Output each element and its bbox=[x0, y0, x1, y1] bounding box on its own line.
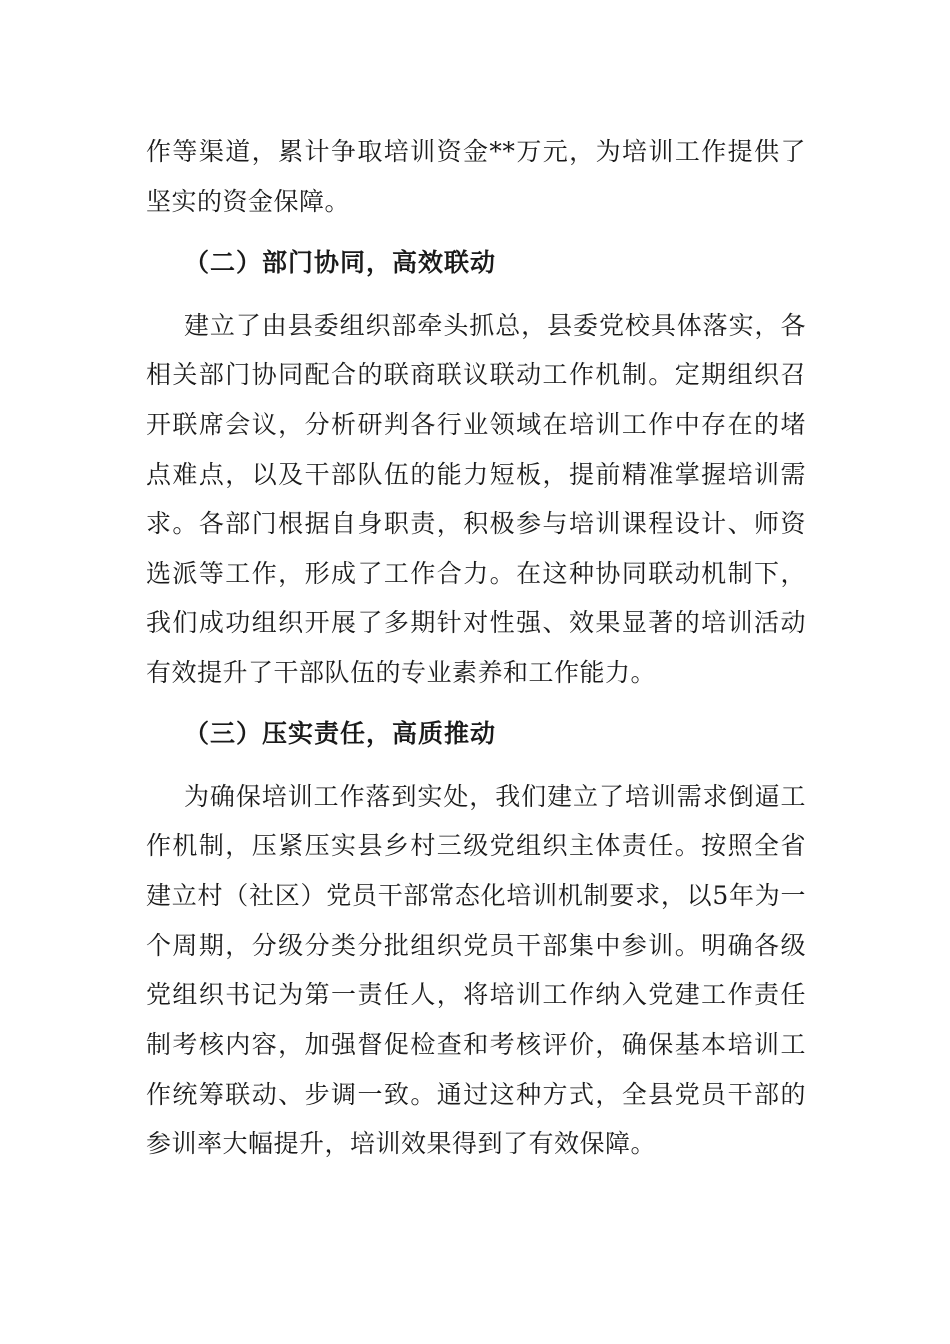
section-heading-responsibility: （三）压实责任，高质推动 bbox=[184, 719, 497, 748]
text-line: 有效提升了干部队伍的专业素养和工作能力。 bbox=[146, 658, 657, 687]
text-line: 建立村（社区）党员干部常态化培训机制要求，以5年为一 bbox=[146, 881, 806, 910]
text-line: 求。各部门根据自身职责，积极参与培训课程设计、师资 bbox=[146, 509, 806, 538]
text-line: 个周期，分级分类分批组织党员干部集中参训。明确各级 bbox=[146, 931, 806, 960]
section-heading-departments: （二）部门协同，高效联动 bbox=[184, 248, 497, 277]
text-line: 作统筹联动、步调一致。通过这种方式，全县党员干部的 bbox=[146, 1080, 806, 1109]
text-line: 作等渠道，累计争取培训资金**万元，为培训工作提供了 bbox=[146, 137, 806, 166]
text-line: 相关部门协同配合的联商联议联动工作机制。定期组织召 bbox=[146, 360, 806, 389]
text-line: 开联席会议，分析研判各行业领域在培训工作中存在的堵 bbox=[146, 410, 806, 439]
text-line: 选派等工作，形成了工作合力。在这种协同联动机制下， bbox=[146, 559, 806, 588]
text-line: 为确保培训工作落到实处，我们建立了培训需求倒逼工 bbox=[184, 782, 806, 811]
text-line: 参训率大幅提升，培训效果得到了有效保障。 bbox=[146, 1129, 657, 1158]
text-line: 我们成功组织开展了多期针对性强、效果显著的培训活动 bbox=[146, 608, 806, 637]
text-line: 坚实的资金保障。 bbox=[146, 187, 351, 216]
text-line: 建立了由县委组织部牵头抓总，县委党校具体落实，各 bbox=[184, 311, 806, 340]
text-line: 作机制，压紧压实县乡村三级党组织主体责任。按照全省 bbox=[146, 831, 806, 860]
text-line: 点难点，以及干部队伍的能力短板，提前精准掌握培训需 bbox=[146, 460, 806, 489]
text-line: 制考核内容，加强督促检查和考核评价，确保基本培训工 bbox=[146, 1030, 806, 1059]
text-line: 党组织书记为第一责任人，将培训工作纳入党建工作责任 bbox=[146, 980, 806, 1009]
